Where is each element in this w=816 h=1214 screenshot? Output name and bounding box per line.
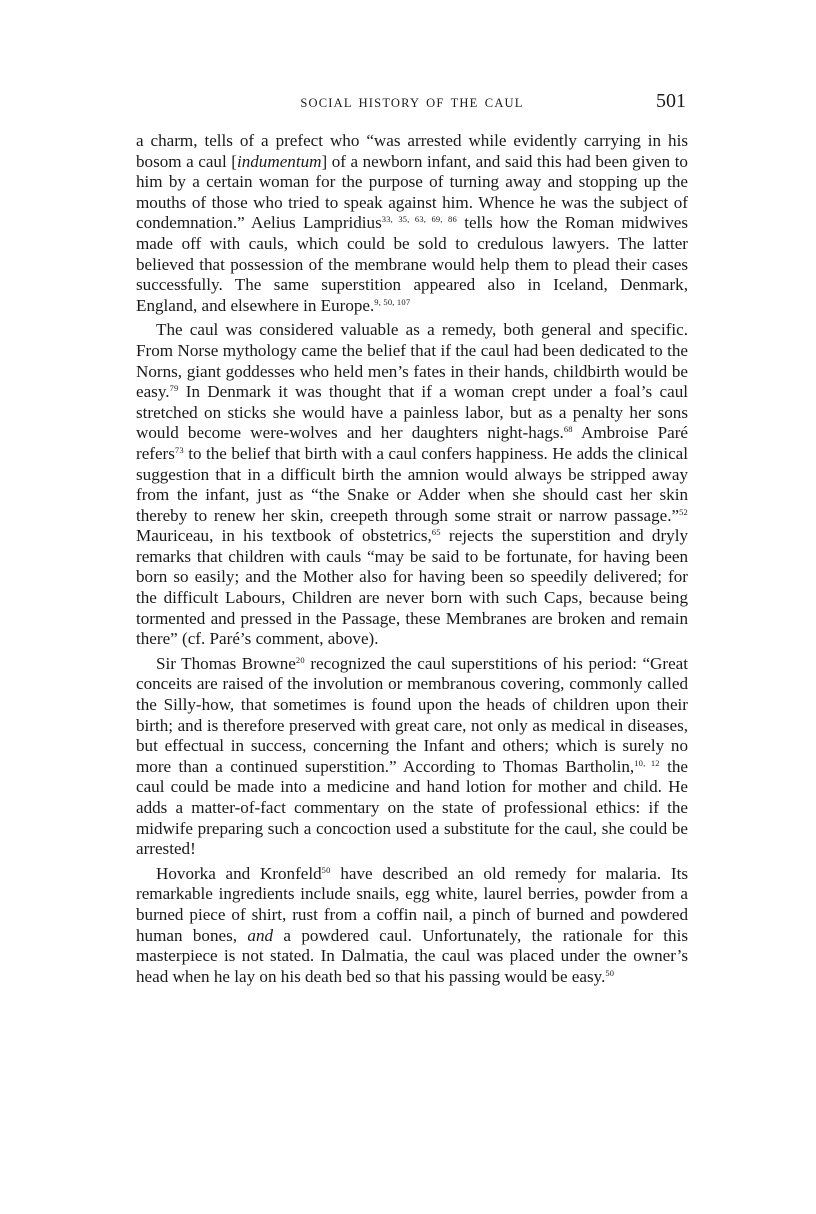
paragraph-2: [136, 320, 688, 650]
text-run: Hovorka and Kronfeld: [156, 863, 322, 883]
paragraph-3: [136, 654, 688, 860]
citation-superscript: 9, 50, 107: [374, 296, 411, 307]
citation-superscript: 68: [563, 424, 573, 435]
text-run: a charm, tells of a prefect who “was arrested while evidently carrying in his bosom a caul [: [136, 131, 688, 171]
text-run: ] of a newborn infant, and said this had been given to him by a certain woman for the purpose of turning away and stopping up the mouths of those who tried to speak against him. Whence he was the subject of condemnation.” Aelius Lampridius: [136, 151, 688, 233]
text-run: rejects the superstition and dryly remarks that children with cauls “may be said to be fortunate, for having been born so easily; and the Mother also for having been so speedily delivered; for the difficult Labours, Children are never born with such Caps, because being tormented and pressed in the Passage, these Membranes are broken and remain there” (cf. Paré’s comment, above).: [136, 526, 689, 649]
text-run: Ambroise Paré refers: [136, 423, 688, 463]
page-number: 501: [656, 90, 686, 112]
page-header: [136, 92, 688, 116]
text-run: recognized the caul superstitions of his period: “Great conceits are raised of the involution or membranous covering, commonly called the Silly-how, that sometimes is found upon the heads of children upon their birth; and is therefore preserved with great care, not only as medical in diseases, but effectual in success, concerning the Infant and others; which is surely no more than a continued superstition.” According to Thomas Bartholin,: [136, 653, 688, 776]
body-text: [136, 131, 688, 991]
italic-text: and: [247, 925, 274, 945]
italic-text: indumentum: [236, 151, 322, 171]
citation-superscript: 10, 12: [634, 757, 660, 768]
text-run: to the belief that birth with a caul confers happiness. He adds the clinical suggestion that in a difficult birth the amnion would always be stripped away from the infant, just as “the Snake or Adder when she should cast her skin thereby to renew her skin, creepeth through some strait or narrow passage.”: [136, 443, 688, 525]
text-run: The caul was considered valuable as a remedy, both general and specific. From Norse mythology came the belief that if the caul had been dedicated to the Norns, giant goddesses who held men’s fates in their hands, childbirth would be easy.: [136, 320, 688, 402]
running-title: SOCIAL HISTORY OF THE CAUL: [300, 96, 524, 110]
text-run: In Denmark it was thought that if a woman crept under a foal’s caul stretched on sticks she would have a painless labor, but as a penalty her sons would become were-wolves and her daughters night-hags.: [136, 382, 688, 443]
citation-superscript: 33, 35, 63, 69, 86: [381, 214, 457, 225]
paragraph-1: [136, 131, 688, 316]
citation-superscript: 50: [321, 864, 331, 875]
citation-superscript: 73: [174, 444, 184, 455]
text-run: tells how the Roman midwives made off with cauls, which could be sold to credulous lawyers. The latter believed that possession of the membrane would help them to plead their cases successfully. The same superstition appeared also in Iceland, Denmark, England, and elsewhere in Europe.: [136, 213, 688, 315]
text-run: the caul could be made into a medicine and hand lotion for mother and child. He adds a matter-of-fact commentary on the state of professional ethics: if the midwife preparing such a concoction used a substitute for the caul, she could be arrested!: [136, 756, 688, 859]
citation-superscript: 50: [605, 967, 615, 978]
citation-superscript: 52: [679, 506, 688, 517]
citation-superscript: 65: [431, 527, 441, 538]
citation-superscript: 79: [169, 383, 179, 394]
text-run: a powdered caul. Unfortunately, the rationale for this masterpiece is not stated. In Dalmatia, the caul was placed under the owner’s head when he lay on his death bed so that his passing would be easy.: [136, 925, 688, 986]
text-run: have described an old remedy for malaria. Its remarkable ingredients include snails, egg white, laurel berries, powder from a burned piece of shirt, rust from a coffin nail, a pinch of burned and powdered human bones,: [136, 863, 688, 945]
text-run: Sir Thomas Browne: [156, 653, 296, 673]
citation-superscript: 20: [295, 654, 305, 665]
paragraph-4: [136, 864, 688, 988]
text-run: Mauriceau, in his textbook of obstetrics,: [136, 526, 432, 546]
